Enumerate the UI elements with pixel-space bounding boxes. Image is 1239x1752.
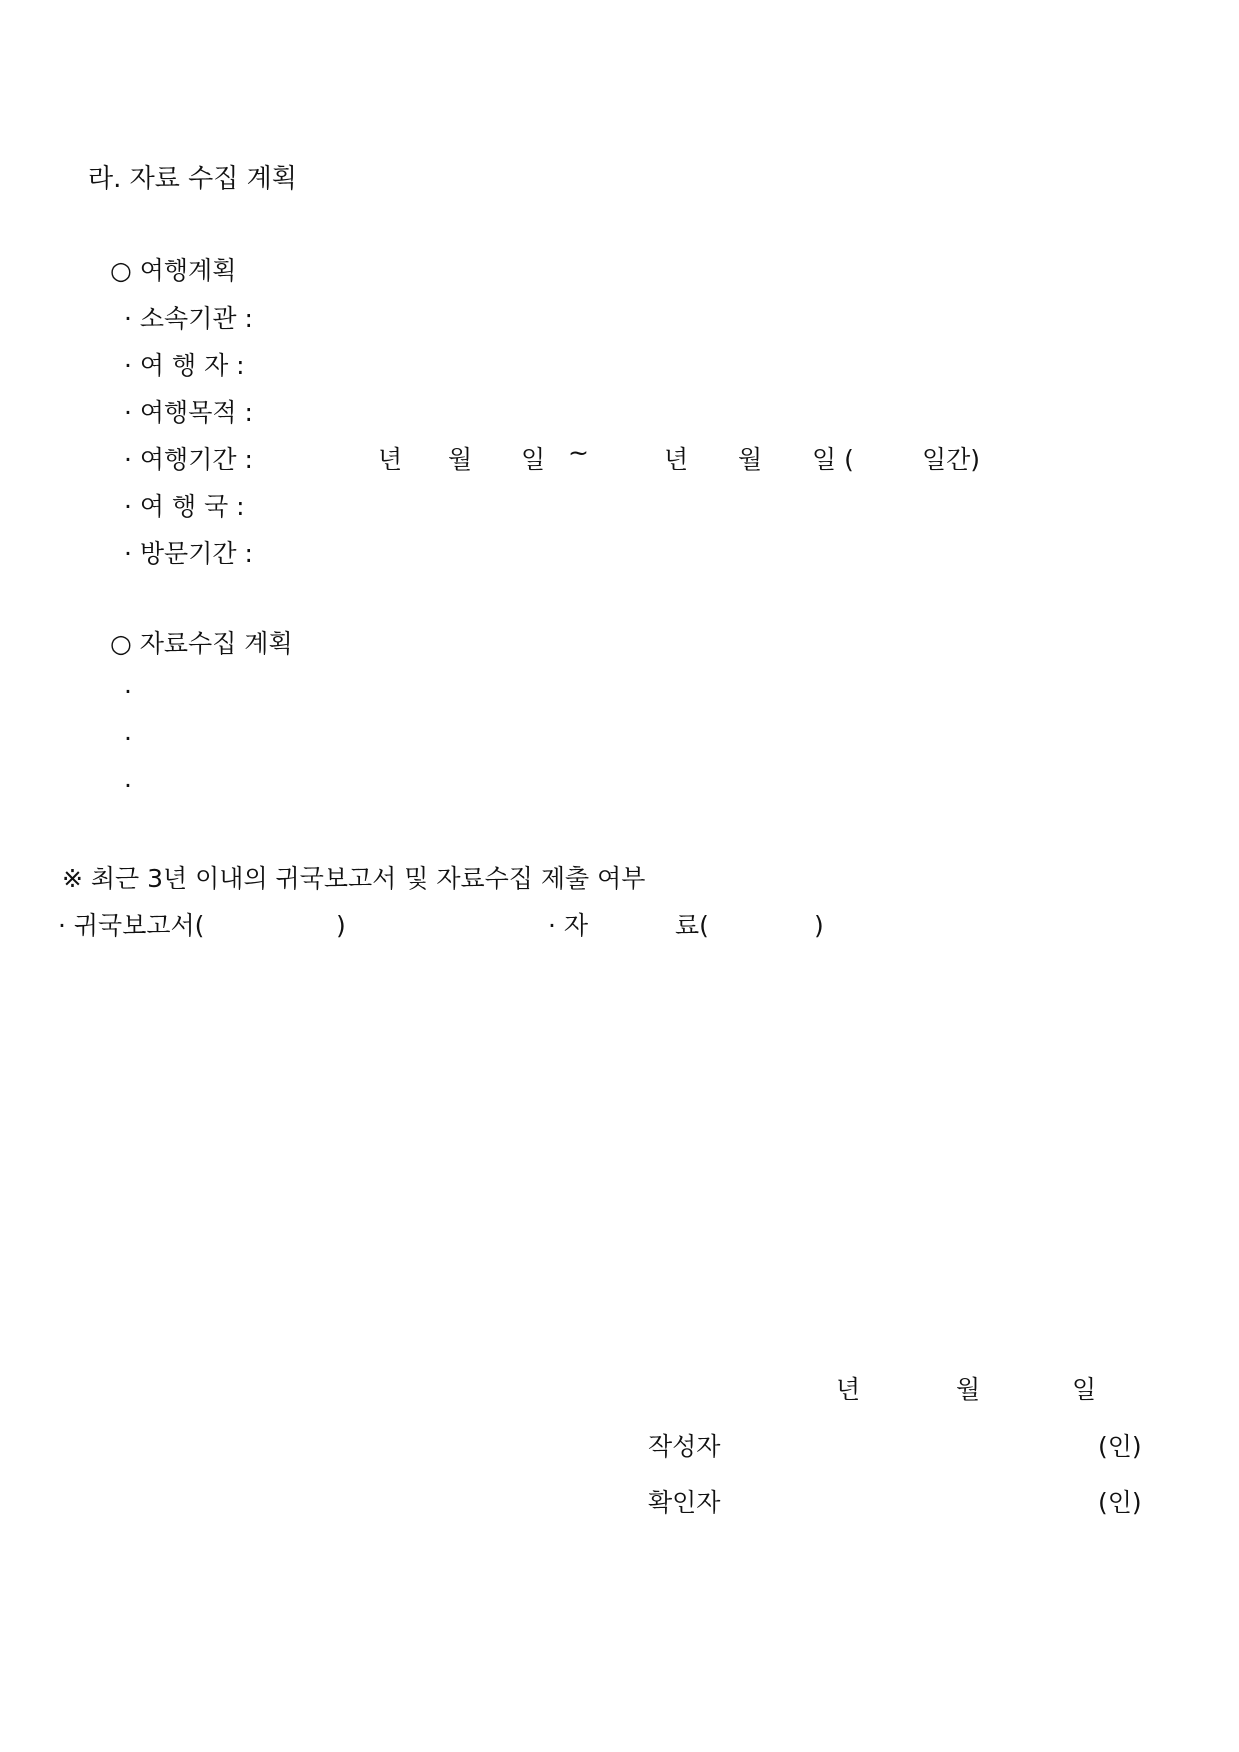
sign-month: 월: [956, 1375, 981, 1404]
confirmer-label: 확인자: [648, 1488, 721, 1517]
material-open: 료(: [675, 911, 709, 940]
travel-plan-heading: ○ 여행계획: [110, 256, 237, 285]
submission-note: ※ 최근 3년 이내의 귀국보고서 및 자료수집 제출 여부: [62, 864, 646, 893]
writer-label: 작성자: [648, 1432, 721, 1461]
period-tilde: ~: [568, 438, 589, 467]
period-days: 일간): [922, 445, 981, 474]
sign-day: 일: [1072, 1375, 1097, 1404]
period-label: · 여행기간 :: [124, 445, 253, 474]
collection-plan-heading: ○ 자료수집 계획: [110, 629, 293, 658]
writer-seal: (인): [1098, 1432, 1142, 1461]
collection-bullet: ·: [124, 771, 132, 800]
period-end-year: 년: [664, 445, 689, 474]
section-title: 라. 자료 수집 계획: [88, 164, 297, 194]
visit-period-label: · 방문기간 :: [124, 539, 253, 568]
period-start-year: 년: [378, 445, 403, 474]
report-label: · 귀국보고서(: [58, 911, 205, 940]
purpose-label: · 여행목적 :: [124, 398, 253, 427]
sign-year: 년: [836, 1375, 861, 1404]
report-close: ): [336, 911, 346, 940]
period-start-month: 월: [448, 445, 473, 474]
traveler-label: · 여 행 자 :: [124, 351, 245, 380]
collection-bullet: ·: [124, 724, 132, 753]
affiliation-label: · 소속기관 :: [124, 304, 253, 333]
destination-label: · 여 행 국 :: [124, 492, 245, 521]
material-close: ): [814, 911, 824, 940]
period-start-day: 일: [521, 445, 546, 474]
material-label: · 자: [548, 911, 589, 940]
confirmer-seal: (인): [1098, 1488, 1142, 1517]
period-end-day: 일 (: [812, 445, 854, 474]
collection-bullet: ·: [124, 677, 132, 706]
period-end-month: 월: [738, 445, 763, 474]
